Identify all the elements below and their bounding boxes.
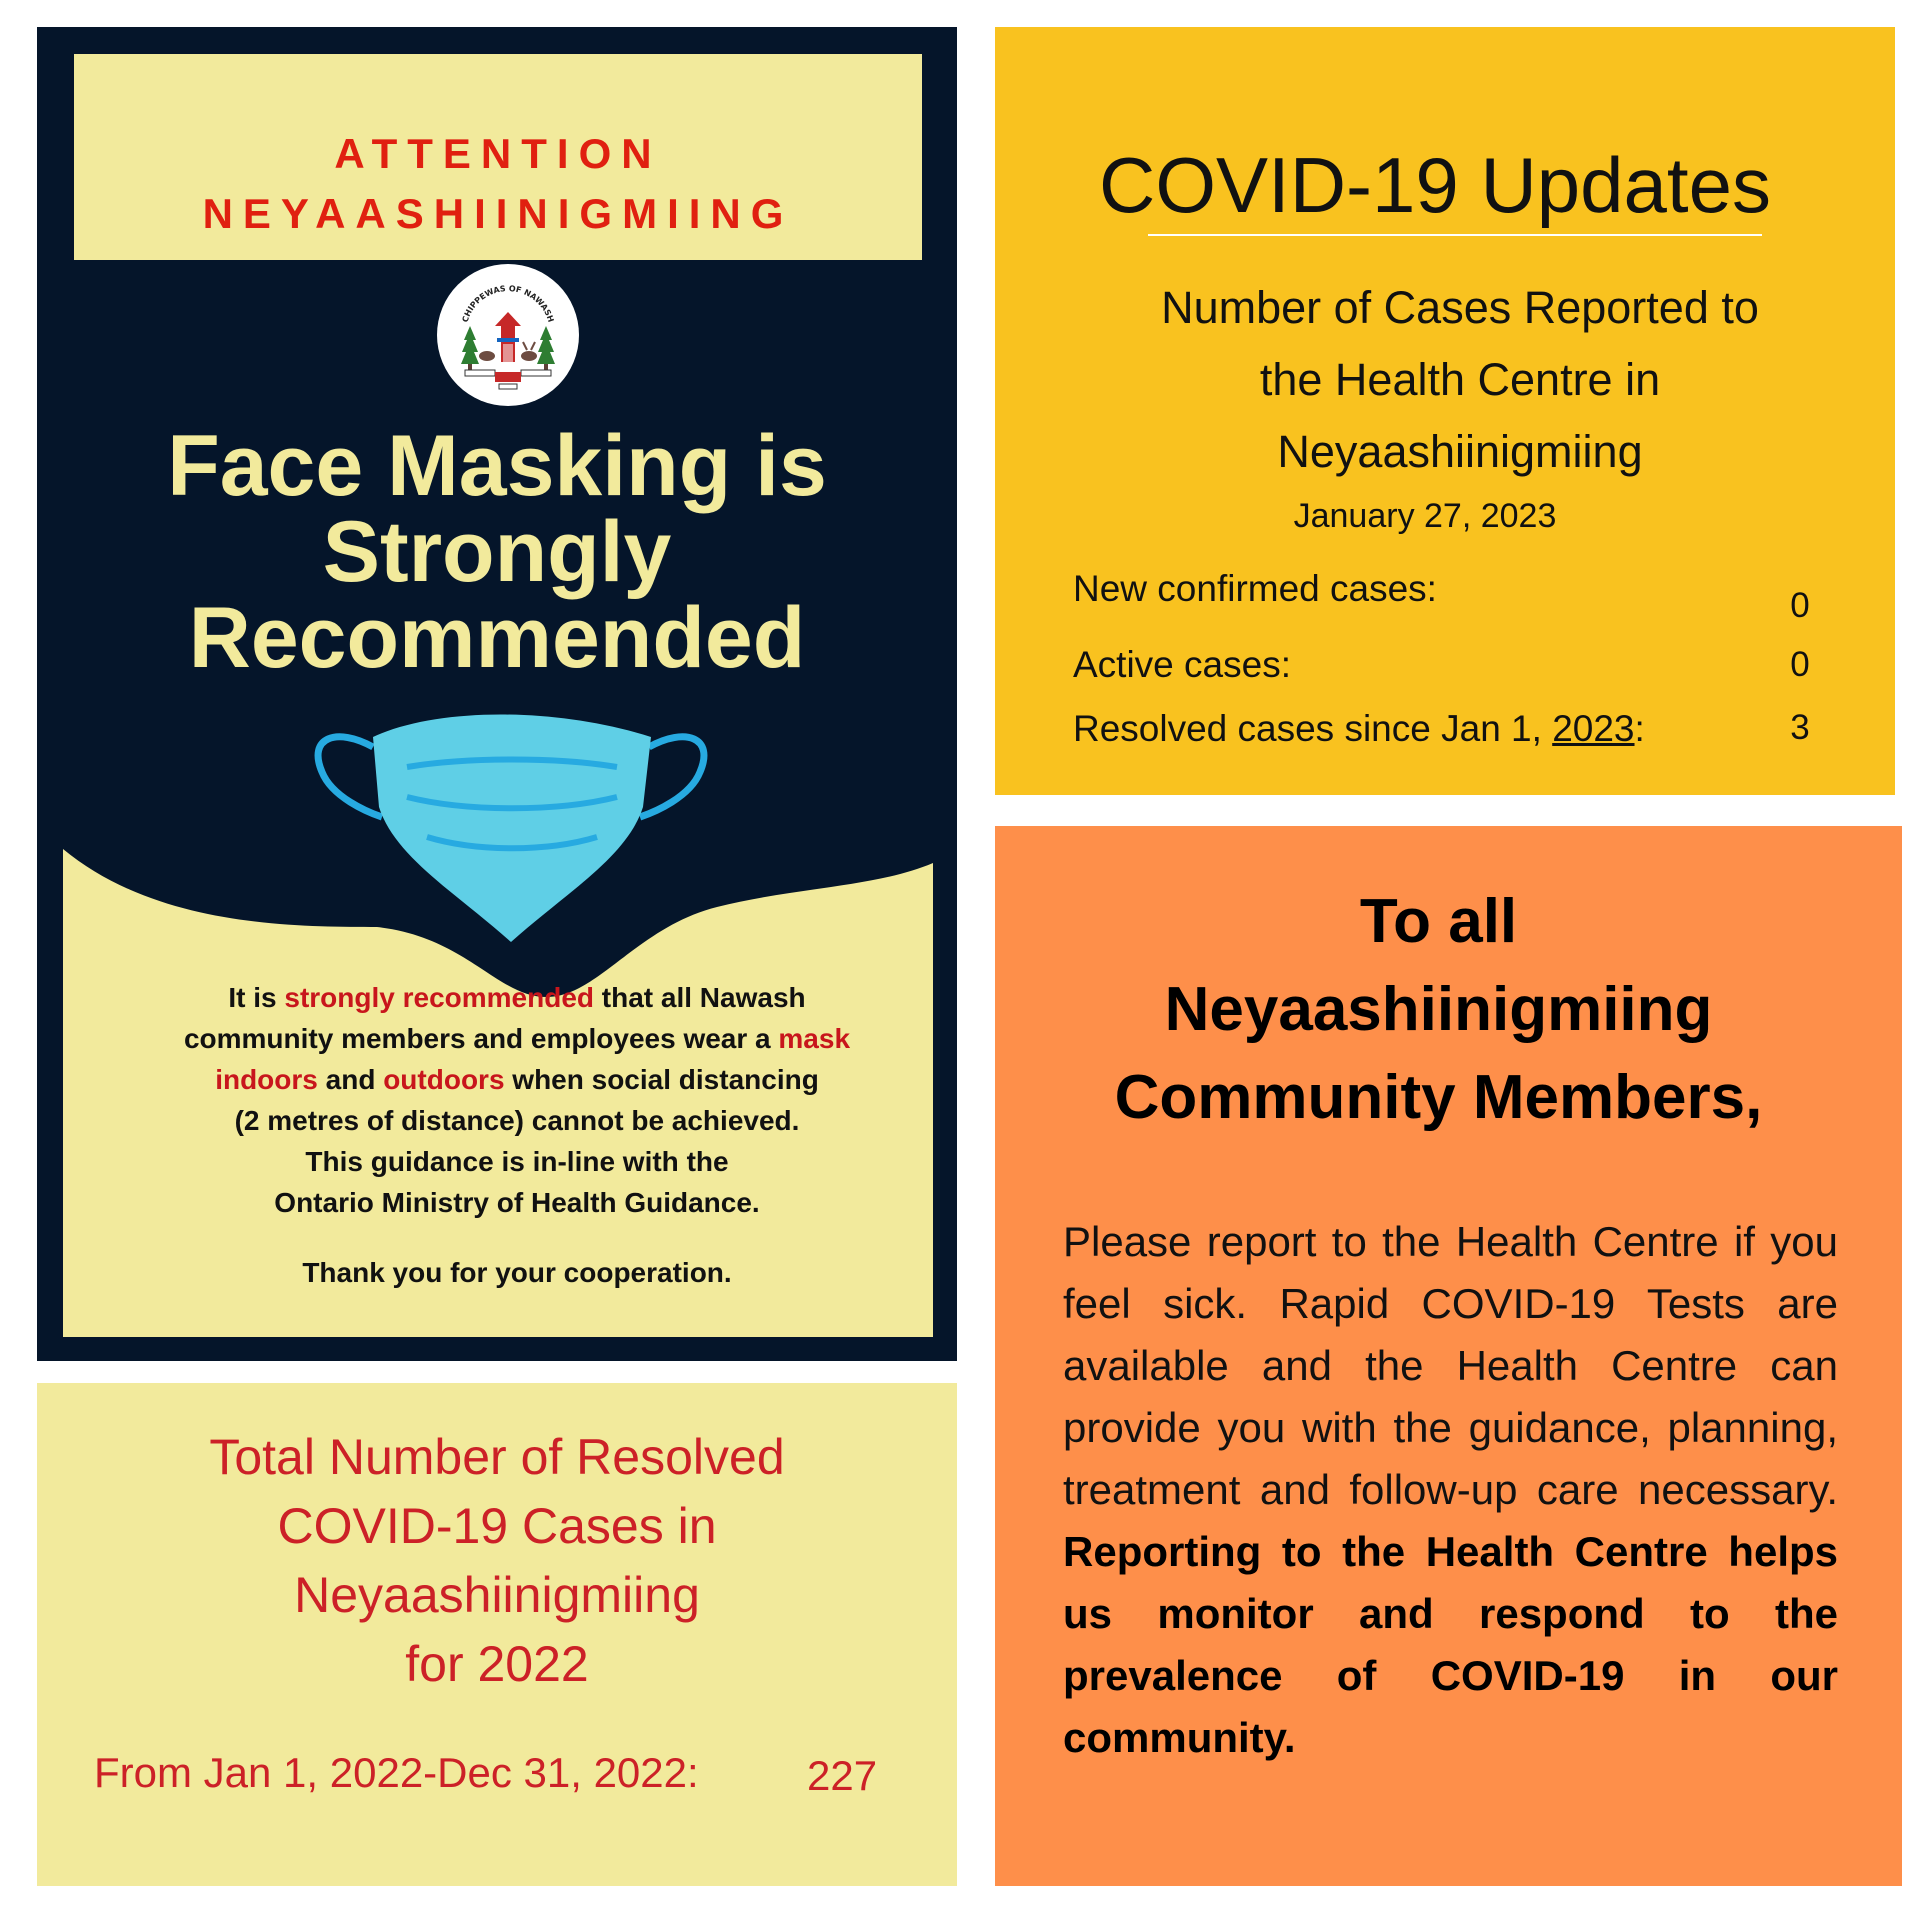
- guidance-text: community members and employees wear a: [183, 1023, 779, 1054]
- guidance-highlight: indoors: [215, 1064, 318, 1095]
- community-message-emphasis: Reporting to the Health Centre helps us monitor and respond to the prevalence of COVID-19 in our community.: [1063, 1528, 1838, 1761]
- community-title: [985, 878, 1892, 1142]
- resolved-date-range: From Jan 1, 2022-Dec 31, 2022:: [94, 1749, 699, 1796]
- updates-date: January 27, 2023: [1293, 497, 1557, 535]
- guidance-line: This guidance is in-line with the: [305, 1146, 729, 1177]
- poster-headline-line: Face Masking is: [167, 418, 827, 514]
- guidance-line: [137, 1059, 897, 1100]
- updates-divider: [1148, 234, 1762, 236]
- updates-title: COVID-19 Updates: [1099, 141, 1771, 229]
- poster-headline: [37, 418, 957, 686]
- guidance-line: Ontario Ministry of Health Guidance.: [274, 1187, 760, 1218]
- resolved-total-value: 227: [807, 1752, 878, 1799]
- community-title-line: Neyaashiinigmiing: [1164, 975, 1713, 1044]
- community-message-text: Please report to the Health Centre if you feel sick. Rapid COVID-19 Tests are available and the Health Centre can provide you with the guidance, planning, treatment and follow-up care necessary.: [1063, 1218, 1838, 1513]
- resolved-cases-label: [1073, 705, 1645, 753]
- resolved-cases-panel: [37, 1383, 957, 1886]
- updates-subtitle: [1010, 272, 1910, 488]
- resolved-label-prefix: Resolved cases since Jan 1,: [1073, 708, 1553, 749]
- guidance-highlight: outdoors: [383, 1064, 505, 1095]
- resolved-title-line: COVID-19 Cases in: [277, 1498, 717, 1554]
- mask-poster: [37, 27, 957, 1361]
- resolved-title-line: for 2022: [405, 1636, 589, 1692]
- poster-headline-line: Recommended: [188, 590, 806, 686]
- resolved-title: [67, 1423, 927, 1699]
- resolved-title-line: Neyaashiinigmiing: [294, 1567, 700, 1623]
- community-title-line: Community Members,: [1114, 1063, 1763, 1132]
- chippewas-of-nawash-logo: [437, 264, 579, 406]
- new-cases-value: 0: [1790, 586, 1810, 625]
- covid-updates-panel: [995, 27, 1895, 795]
- new-cases-label: New confirmed cases:: [1073, 568, 1437, 609]
- attention-community-name: NEYAASHIINIGMIING: [202, 190, 794, 237]
- poster-headline-line: Strongly: [322, 504, 672, 600]
- updates-subtitle-line: Neyaashiinigmiing: [1277, 426, 1643, 477]
- guidance-text: that all Nawash: [594, 982, 806, 1013]
- poster-thanks: Thank you for your cooperation.: [302, 1257, 732, 1288]
- guidance-highlight: strongly recommended: [284, 982, 595, 1013]
- community-title-line: To all: [1359, 887, 1518, 956]
- guidance-highlight: mask: [778, 1023, 851, 1054]
- nawash-emblem-icon: [437, 264, 579, 406]
- resolved-label-year: 2023: [1552, 708, 1635, 749]
- attention-heading: ATTENTION: [334, 130, 662, 177]
- poster-guidance-text: [137, 977, 897, 1223]
- community-message-body: [1063, 1211, 1838, 1769]
- resolved-cases-value: 3: [1790, 708, 1810, 747]
- logo-arc-text: CHIPPEWAS OF NAWASH: [460, 284, 556, 324]
- guidance-line: (2 metres of distance) cannot be achieved.: [234, 1105, 800, 1136]
- resolved-label-suffix: :: [1634, 708, 1645, 749]
- updates-subtitle-line: the Health Centre in: [1259, 354, 1661, 405]
- community-message-panel: [995, 826, 1902, 1886]
- face-mask-icon: [37, 687, 957, 947]
- guidance-text: It is: [228, 982, 285, 1013]
- resolved-title-line: Total Number of Resolved: [209, 1429, 785, 1485]
- guidance-text: when social distancing: [504, 1064, 819, 1095]
- attention-banner: [74, 54, 922, 260]
- active-cases-value: 0: [1790, 645, 1810, 684]
- guidance-line: [137, 1018, 897, 1059]
- guidance-line: [137, 977, 897, 1018]
- active-cases-label: Active cases:: [1073, 644, 1291, 685]
- guidance-text: and: [317, 1064, 384, 1095]
- updates-subtitle-line: Number of Cases Reported to: [1161, 282, 1759, 333]
